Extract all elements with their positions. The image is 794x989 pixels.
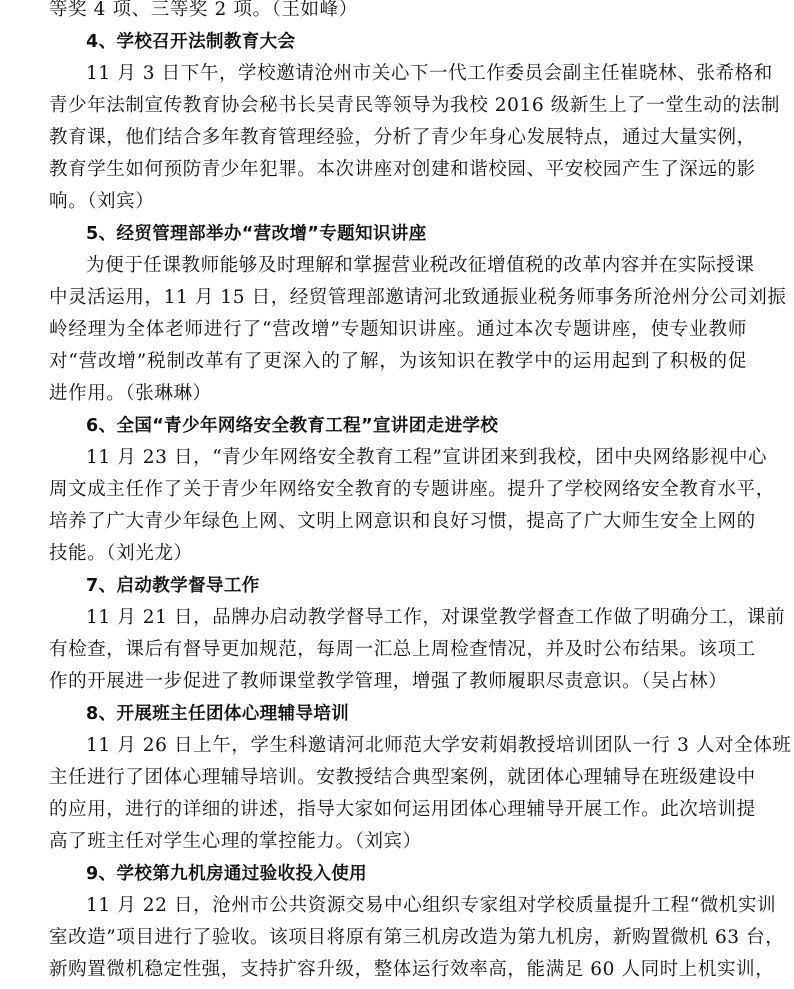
body-line: 的应用，进行的详细的讲述，指导大家如何运用团体心理辅导开展工作。此次培训提 xyxy=(49,799,756,820)
body-line: 室改造”项目进行了验收。该项目将原有第三机房改造为第九机房，新购置微机 63 台， xyxy=(49,927,785,948)
body-line: 教育课，他们结合多年教育管理经验，分析了青少年身心发展特点，通过大量实例， xyxy=(49,127,756,148)
section-heading: 4、学校召开法制教育大会 xyxy=(86,32,296,52)
paragraph-first-line: 11 月 21 日，品牌办启动教学督导工作，对课堂教学督查工作做了明确分工，课前 xyxy=(86,607,786,628)
document-page xyxy=(49,0,792,986)
body-line: 作的开展进一步促进了教师课堂教学管理，增强了教师履职尽责意识。（吴占林） xyxy=(49,671,728,692)
paragraph-first-line: 11 月 3 日下午，学校邀请沧州市关心下一代工作委员会副主任崔晓林、张希格和 xyxy=(86,63,773,84)
body-line: 新购置微机稳定性强，支持扩容升级，整体运行效率高，能满足 60 人同时上机实训， xyxy=(49,959,775,980)
body-line: 响。（刘宾） xyxy=(49,191,155,212)
body-line: 等奖 4 项、三等奖 2 项。（王如峰） xyxy=(49,0,358,20)
body-line: 进作用。（张琳琳） xyxy=(49,383,212,404)
body-line: 主任进行了团体心理辅导培训。安教授结合典型案例，就团体心理辅导在班级建设中 xyxy=(49,767,756,788)
body-line: 技能。（刘光龙） xyxy=(49,543,193,564)
section-heading: 5、经贸管理部举办“营改增”专题知识讲座 xyxy=(86,224,427,244)
body-line: 青少年法制宣传教育协会秘书长吴青民等领导为我校 2016 级新生上了一堂生动的法制 xyxy=(49,95,780,116)
body-line: 培养了广大青少年绿色上网、文明上网意识和良好习惯，提高了广大师生安全上网的 xyxy=(49,511,756,532)
section-heading: 7、启动教学督导工作 xyxy=(86,576,260,596)
section-heading: 6、全国“青少年网络安全教育工程”宣讲团走进学校 xyxy=(86,416,499,436)
paragraph-first-line: 11 月 23 日，“青少年网络安全教育工程”宣讲团来到我校，团中央网络影视中心 xyxy=(86,447,768,468)
body-line: 中灵活运用，11 月 15 日，经贸管理部邀请河北致通振业税务师事务所沧州分公司刘振 xyxy=(49,287,787,308)
body-line: 高了班主任对学生心理的掌控能力。（刘宾） xyxy=(49,831,422,852)
paragraph-first-line: 为便于任课教师能够及时理解和掌握营业税改征增值税的改革内容并在实际授课 xyxy=(86,255,755,276)
body-line: 有检查，课后有督导更加规范，每周一汇总上周检查情况，并及时公布结果。该项工 xyxy=(49,639,756,660)
paragraph-first-line: 11 月 26 日上午，学生科邀请河北师范大学安莉娟教授培训团队一行 3 人对全体班 xyxy=(86,735,792,756)
section-heading: 8、开展班主任团体心理辅导培训 xyxy=(86,704,350,724)
body-line: 岭经理为全体老师进行了“营改增”专题知识讲座。通过本次专题讲座，使专业教师 xyxy=(49,319,747,340)
body-line: 周文成主任作了关于青少年网络安全教育的专题讲座。提升了学校网络安全教育水平， xyxy=(49,479,775,500)
section-heading: 9、学校第九机房通过验收投入使用 xyxy=(86,864,368,884)
paragraph-first-line: 11 月 22 日，沧州市公共资源交易中心组织专家组对学校质量提升工程“微机实训 xyxy=(86,895,777,916)
body-line: 对“营改增”税制改革有了更深入的了解，为该知识在教学中的运用起到了积极的促 xyxy=(49,351,747,372)
body-line: 教育学生如何预防青少年犯罪。本次讲座对创建和谐校园、平安校园产生了深远的影 xyxy=(49,159,756,180)
